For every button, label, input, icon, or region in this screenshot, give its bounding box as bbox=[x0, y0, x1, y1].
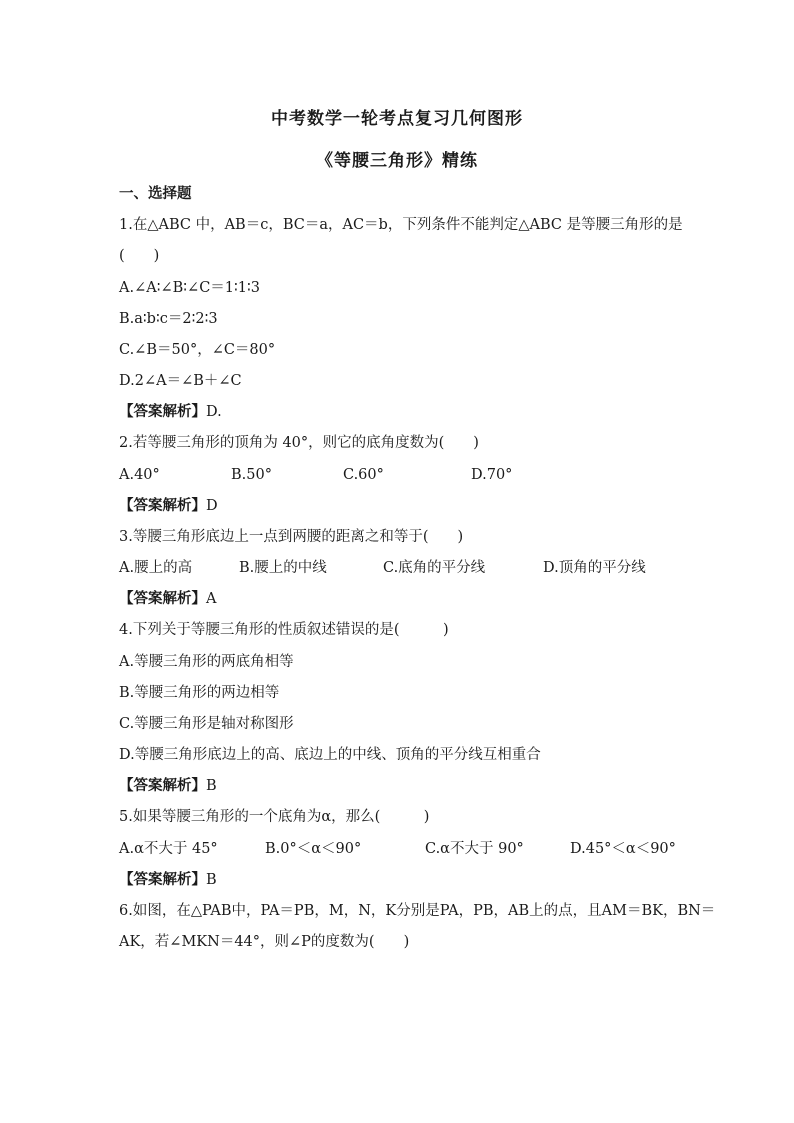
question-1-option-d: D.2∠A＝∠B＋∠C bbox=[119, 373, 242, 389]
answer-value: B bbox=[206, 778, 217, 794]
question-1-blank: ( ) bbox=[119, 248, 160, 264]
question-4-answer bbox=[119, 776, 217, 796]
question-3-option-d: D.顶角的平分线 bbox=[543, 560, 646, 576]
question-2-option-c: C.60° bbox=[343, 467, 384, 483]
section-heading: 一、选择题 bbox=[119, 186, 192, 202]
question-3-option-a: A.腰上的高 bbox=[119, 560, 193, 576]
answer-value: D bbox=[206, 498, 218, 514]
question-2-stem: 2.若等腰三角形的顶角为 40°，则它的底角度数为( ) bbox=[119, 435, 479, 451]
question-5-option-c: C.α不大于 90° bbox=[425, 841, 524, 857]
answer-value: A bbox=[206, 591, 217, 607]
question-6-stem-continued: AK，若∠MKN＝44°，则∠P的度数为( ) bbox=[119, 934, 410, 950]
answer-value: D. bbox=[206, 404, 222, 420]
question-3-stem: 3.等腰三角形底边上一点到两腰的距离之和等于( ) bbox=[119, 529, 464, 545]
question-6-stem: 6.如图，在△PAB中，PA＝PB，M，N，K分别是PA，PB，AB上的点，且AM＝BK，BN＝ bbox=[119, 903, 716, 919]
question-2-answer bbox=[119, 496, 218, 516]
question-5-option-b: B.0°＜α＜90° bbox=[265, 841, 362, 857]
question-3-answer bbox=[119, 589, 216, 609]
question-1-stem: 1.在△ABC 中，AB＝c，BC＝a，AC＝b，下列条件不能判定△ABC 是等腰三角形的是 bbox=[119, 217, 683, 233]
answer-label: 【答案解析】 bbox=[119, 872, 206, 888]
question-4-option-c: C.等腰三角形是轴对称图形 bbox=[119, 716, 294, 732]
question-5-stem: 5.如果等腰三角形的一个底角为α，那么( ) bbox=[119, 809, 430, 825]
question-5-answer bbox=[119, 870, 217, 890]
answer-label: 【答案解析】 bbox=[119, 498, 206, 514]
question-2-option-b: B.50° bbox=[231, 467, 272, 483]
question-4-stem: 4.下列关于等腰三角形的性质叙述错误的是( ) bbox=[119, 622, 449, 638]
question-4-option-d: D.等腰三角形底边上的高、底边上的中线、顶角的平分线互相重合 bbox=[119, 747, 541, 763]
document-subtitle: 《等腰三角形》精练 bbox=[316, 151, 478, 171]
document-title: 中考数学一轮考点复习几何图形 bbox=[271, 109, 523, 129]
question-4-option-b: B.等腰三角形的两边相等 bbox=[119, 685, 280, 701]
question-3-option-b: B.腰上的中线 bbox=[239, 560, 327, 576]
question-1-option-c: C.∠B＝50°，∠C＝80° bbox=[119, 342, 276, 358]
question-4-option-a: A.等腰三角形的两底角相等 bbox=[119, 654, 294, 670]
question-2-option-a: A.40° bbox=[119, 467, 160, 483]
question-1-answer bbox=[119, 402, 222, 422]
answer-value: B bbox=[206, 872, 217, 888]
question-2-option-d: D.70° bbox=[471, 467, 513, 483]
question-3-option-c: C.底角的平分线 bbox=[383, 560, 486, 576]
answer-label: 【答案解析】 bbox=[119, 404, 206, 420]
question-5-option-d: D.45°＜α＜90° bbox=[570, 841, 676, 857]
question-1-option-b: B.a∶b∶c＝2∶2∶3 bbox=[119, 311, 218, 327]
question-1-option-a: A.∠A∶∠B∶∠C＝1∶1∶3 bbox=[119, 280, 261, 296]
answer-label: 【答案解析】 bbox=[119, 778, 206, 794]
answer-label: 【答案解析】 bbox=[119, 591, 206, 607]
question-5-option-a: A.α不大于 45° bbox=[119, 841, 218, 857]
